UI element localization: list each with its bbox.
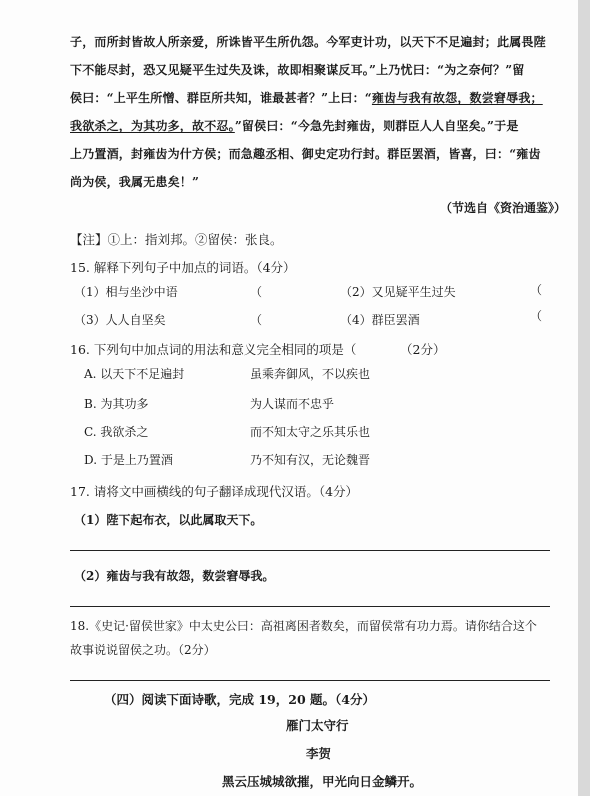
- passage-line-3-text: 侯曰：“上平生所憎、群臣所共知，谁最甚者？”上曰：“: [70, 91, 372, 105]
- scrollbar-track[interactable]: [578, 0, 590, 796]
- answer-line-3: [70, 680, 550, 681]
- passage-line-3: [70, 90, 543, 106]
- passage-source: （节选自《资治通鉴》）: [440, 201, 567, 215]
- question-18-line-1: 18.《史记·留侯世家》中太史公曰：高祖离困者数矣，而留侯常有功力焉。请你结合这个: [70, 619, 537, 633]
- q15-item-1: （1）相与坐沙中语: [74, 285, 178, 299]
- q15-item-2: （2）又见疑平生过失: [340, 285, 456, 299]
- answer-line-2: [70, 606, 550, 607]
- question-15-title: 15. 解释下列句子中加点的词语。（4分）: [70, 260, 296, 275]
- passage-line-2: 下不能尽封，恐又见疑平生过失及诛，故即相聚谋反耳。”上乃忧曰：“为之奈何？”留: [70, 63, 525, 77]
- passage-line-4-text: ”留侯曰：“今急先封雍齿，则群臣人人自坚矣。”于是: [234, 119, 519, 133]
- question-17-title: 17. 请将文中画横线的句子翻译成现代汉语。（4分）: [70, 484, 359, 499]
- q17-sentence-1: （1）陛下起布衣，以此属取天下。: [74, 513, 263, 527]
- passage-line-5: 上乃置酒，封雍齿为什方侯；而急趣丞相、御史定功行封。群臣罢酒，皆喜，曰：“雍齿: [70, 147, 541, 161]
- q15-item-3: （3）人人自坚矣: [74, 313, 166, 327]
- q16-option-a-left: A. 以天下不足遍封: [84, 367, 185, 381]
- passage-line-6: 尚为侯，我属无患矣！”: [70, 175, 200, 189]
- answer-line-1: [70, 550, 550, 551]
- q16-option-c-left: C. 我欲杀之: [84, 425, 149, 439]
- passage-line-4: [70, 118, 519, 134]
- question-16-title: 16. 下列句中加点词的用法和意义完全相同的项是（: [70, 342, 357, 357]
- q15-item-2-paren: （: [530, 283, 543, 297]
- q15-item-3-paren: （: [250, 313, 263, 327]
- q15-item-4-paren: （: [530, 309, 543, 323]
- q17-sentence-2: （2）雍齿与我有故怨，数尝窘辱我。: [74, 569, 275, 583]
- poem-author: 李贺: [306, 746, 332, 761]
- q16-option-c-right: 而不知太守之乐其乐也: [250, 425, 371, 439]
- q16-option-d-right: 乃不知有汉，无论魏晋: [250, 453, 371, 467]
- q16-option-d-left: D. 于是上乃置酒: [84, 453, 173, 467]
- poem-title: 雁门太守行: [286, 718, 349, 733]
- annotation-note: 【注】①上：指刘邦。②留侯：张良。: [70, 232, 283, 247]
- question-16-score: （2分）: [400, 342, 446, 357]
- passage-line-1: 子，而所封皆故人所亲爱，所诛皆平生所仇怨。今军吏计功，以天下不足遍封；此属畏陛: [70, 35, 546, 49]
- q15-item-4: （4）群臣罢酒: [340, 313, 420, 327]
- q16-option-b-right: 为人谋而不忠乎: [250, 397, 335, 411]
- section-4-header: （四）阅读下面诗歌，完成 19，20 题。（4分）: [104, 692, 375, 707]
- q15-item-1-paren: （: [250, 285, 263, 299]
- question-18-line-2: 故事说说留侯之功。（2分）: [70, 643, 216, 657]
- poem-first-line: 黑云压城城欲摧，甲光向日金鳞开。: [222, 774, 423, 789]
- underlined-sentence-part-2: 我欲杀之，为其功多，故不忍。: [70, 119, 235, 133]
- underlined-sentence-part-1: 雍齿与我有故怨，数尝窘辱我；: [371, 91, 543, 105]
- q16-option-a-right: 虽乘奔御风，不以疾也: [250, 367, 371, 381]
- q16-option-b-left: B. 为其功多: [84, 397, 149, 411]
